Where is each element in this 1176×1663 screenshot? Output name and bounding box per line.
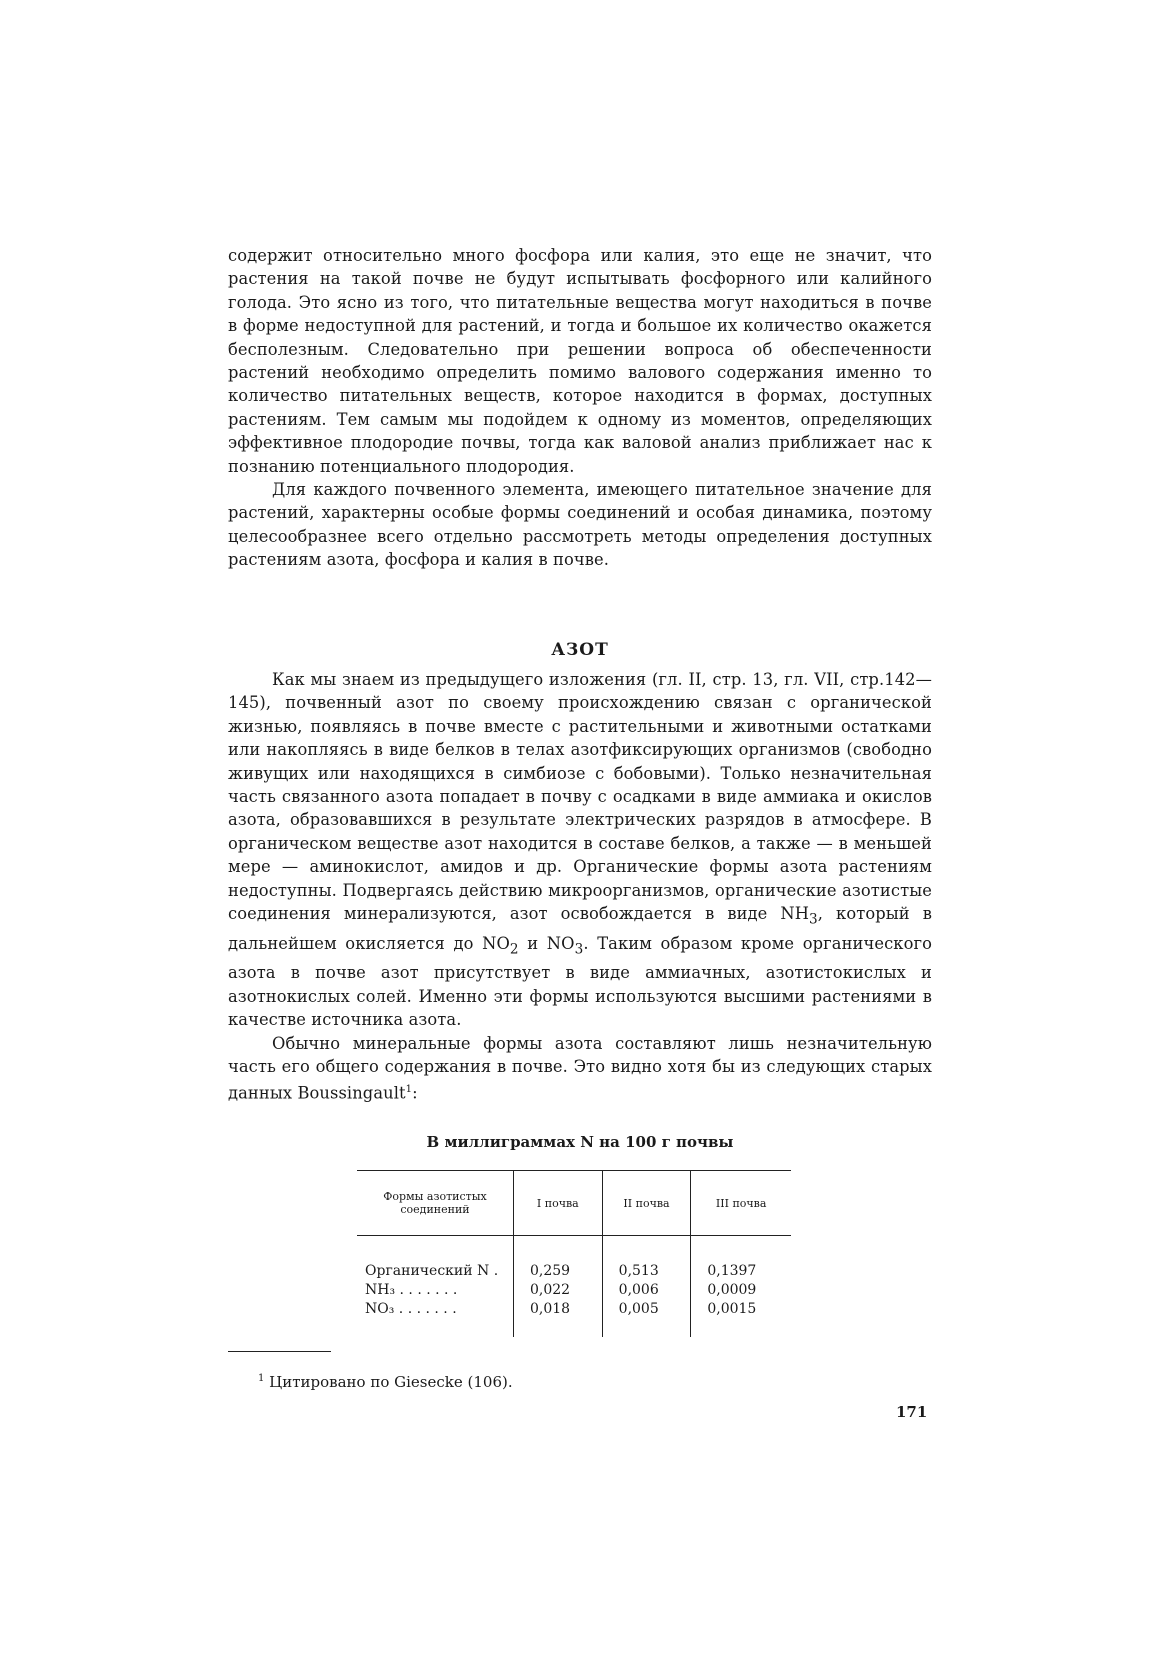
table-row [357,1300,791,1337]
paragraph-nutrient-elements: Для каждого почвенного элемента, имеющего питательное значение для растений, характерны особые формы соединений и особая динамика, поэтому целесообразнее всего отдельно рассмотреть методы определения доступных растениям азота, фосфора и калия в почве. [228,480,932,570]
footnote-ref: 1 [405,1084,413,1096]
table-header-soil-1: I почва [514,1171,603,1236]
table-title: В миллиграммах N на 100 г почвы [426,1133,734,1151]
section-heading: АЗОТ [551,640,609,660]
nitrogen-forms-table [357,1170,791,1337]
cell-value: 0,006 [602,1281,691,1300]
cell-value: 0,0015 [691,1300,791,1337]
footnote [258,1373,513,1391]
body-text-top [228,244,932,572]
table-header-row [357,1171,791,1236]
row-label: NO₃ . . . . . . . [365,1301,457,1317]
cell-value: 0,018 [514,1300,603,1337]
body-text-nitrogen [228,668,932,1105]
paragraph-continued: содержит относительно много фосфора или калия, это еще не значит, что растения на такой почве не будут испытывать фосфорного или калийного голода. Это ясно из того, что питательные вещества могут находиться в почве в форме недоступной для растений, и тогда и большое их количество окажется бесполезным. Следовательно при решении вопроса об обеспеченности растений необходимо определить помимо валового содержания именно то количество питательных веществ, которое находится в формах, доступных растениям. Тем самым мы подойдем к одному из моментов, определяющих эффективное плодородие почвы, тогда как валовой анализ приближает нас к познанию потенциального плодородия. [228,246,932,476]
table-header-soil-3: III почва [691,1171,791,1236]
cell-value: 0,0009 [691,1281,791,1300]
cell-value: 0,259 [514,1262,603,1281]
footnote-text: Цитировано по Giesecke (106). [269,1373,513,1391]
paragraph-nitrogen-origin: Как мы знаем из предыдущего изложения (гл. II, стр. 13, гл. VII, стр.142—145), почвенный азот по своему происхождению связан с органической жизнью, появляясь в почве вместе с растительными и животными остатками или накопляясь в виде белков в телах азотфиксирующих организмов (свободно живущих или находящихся в симбиозе с бобовыми). Только незначительная часть связанного азота попадает в почву с осадками в виде аммиака и окислов азота, образовавшихся в результате электрических разрядов в атмосфере. В органическом веществе азот находится в составе белков, а также — в меньшей мере — аминокислот, амидов и др. Органические формы азота растениям недоступны. Подвергаясь действию микроорганизмов, органические азотистые соединения минерализуются, азот освобождается в виде $NH_3$, который в дальнейшем окисляется до $NO_2$ и $NO_3$. Таким образом кроме органического азота в почве азот присутствует в виде аммиачных, азотистокислых и азотнокислых солей. Именно эти формы используются высшими растениями в качестве источника азота. [228,670,932,1030]
table-header-forms: Формы азотистых соединений [357,1171,514,1236]
cell-value: 0,022 [514,1281,603,1300]
footnote-marker: 1 [258,1373,265,1384]
table-row [357,1281,791,1300]
cell-value: 0,005 [602,1300,691,1337]
cell-value: 0,513 [602,1262,691,1281]
row-label: Органический N . [365,1263,499,1279]
footnote-divider [228,1351,331,1352]
paragraph-mineral-forms: Обычно минеральные формы азота составляют лишь незначительную часть его общего содержания в почве. Это видно хотя бы из следующих старых данных Boussingault$^1$: [228,1033,932,1103]
cell-value: 0,1397 [691,1262,791,1281]
table-header-soil-2: II почва [602,1171,691,1236]
page-number: 171 [896,1403,928,1421]
table-row [357,1262,791,1281]
row-label: NH₃ . . . . . . . [365,1282,458,1298]
